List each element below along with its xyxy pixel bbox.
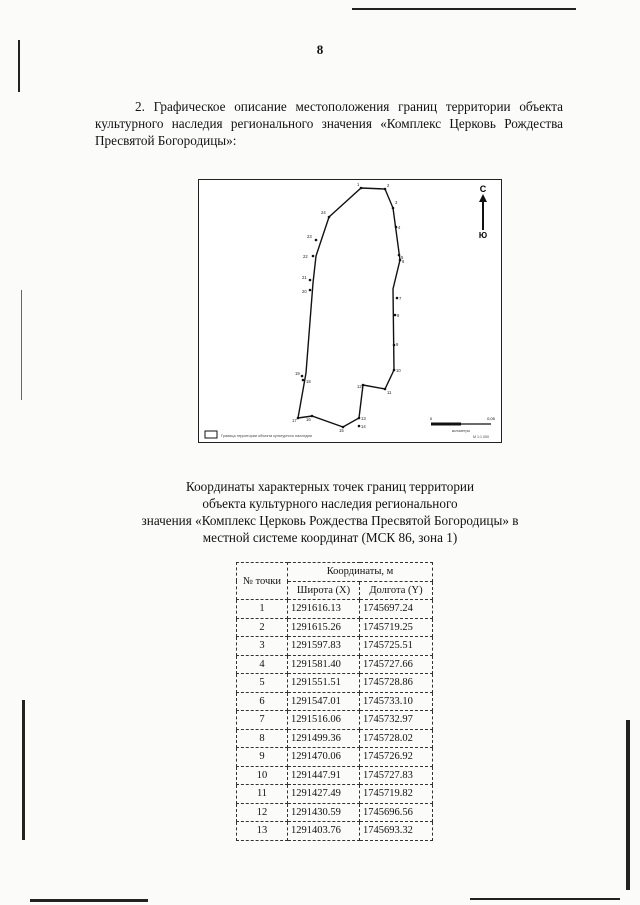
table-row <box>237 748 433 767</box>
point-label: 16 <box>306 417 311 422</box>
scan-artifact-top <box>352 8 576 10</box>
compass-north: С <box>479 184 487 194</box>
cell-latitude: 1291447.91 <box>288 766 360 785</box>
boundary-point <box>360 187 363 190</box>
scale-unit: километры <box>451 429 471 433</box>
point-label: 23 <box>307 234 312 239</box>
table-row <box>237 803 433 822</box>
caption-line-1: Координаты характерных точек границ территории <box>185 479 475 494</box>
point-labels <box>292 182 405 433</box>
north-arrow-head <box>479 194 487 202</box>
cell-point-number: 10 <box>237 766 288 785</box>
cell-longitude: 1745696.56 <box>360 803 433 822</box>
table-row <box>237 711 433 730</box>
cell-longitude: 1745727.83 <box>360 766 433 785</box>
cell-point-number: 1 <box>237 600 288 619</box>
compass-south: Ю <box>478 231 488 240</box>
table-row <box>237 785 433 804</box>
table-row <box>237 637 433 656</box>
scale-ratio: М 1:1 000 <box>473 435 489 439</box>
cell-latitude: 1291551.51 <box>288 674 360 693</box>
boundary-point <box>358 417 361 420</box>
scale-start: 0 <box>429 416 433 421</box>
point-label: 19 <box>295 371 300 376</box>
boundary-point <box>309 289 312 292</box>
map-legend <box>205 431 312 438</box>
table-row <box>237 600 433 619</box>
table-row <box>237 766 433 785</box>
point-label: 24 <box>321 210 326 215</box>
boundary-point <box>312 255 315 258</box>
cell-latitude: 1291615.26 <box>288 618 360 637</box>
boundary-point <box>301 375 304 378</box>
cell-latitude: 1291499.36 <box>288 729 360 748</box>
caption-line-2: объекта культурного наследия регионального <box>202 496 458 511</box>
cell-latitude: 1291597.83 <box>288 637 360 656</box>
boundary-point <box>384 188 387 191</box>
cell-point-number: 9 <box>237 748 288 767</box>
boundary-point <box>396 297 399 300</box>
boundary-point <box>398 254 401 257</box>
table-row <box>237 674 433 693</box>
boundary-point <box>393 344 396 347</box>
scan-artifact-bottom-left <box>30 899 148 902</box>
cell-point-number: 8 <box>237 729 288 748</box>
scan-artifact-bottom-right <box>470 898 620 900</box>
boundary-point <box>394 314 397 317</box>
point-label: 10 <box>396 368 401 373</box>
point-label: 12 <box>357 384 362 389</box>
table-row <box>237 618 433 637</box>
cell-latitude: 1291430.59 <box>288 803 360 822</box>
cell-latitude: 1291470.06 <box>288 748 360 767</box>
point-label: 1 <box>357 182 360 187</box>
cell-point-number: 5 <box>237 674 288 693</box>
header-point-number: № точки <box>237 563 288 600</box>
boundary-map <box>198 179 502 443</box>
boundary-map-svg <box>199 180 500 441</box>
legend-swatch <box>205 431 217 438</box>
table-row <box>237 822 433 841</box>
boundary-point <box>392 207 395 210</box>
cell-longitude: 1745697.24 <box>360 600 433 619</box>
header-latitude: Широта (X) <box>288 581 360 600</box>
point-label: 9 <box>396 342 399 347</box>
scan-artifact-left-bottom <box>22 700 25 840</box>
scale-bar <box>430 416 496 439</box>
caption-line-4: местной системе координат (МСК 86, зона 1) <box>202 530 458 545</box>
cell-latitude: 1291516.06 <box>288 711 360 730</box>
boundary-point <box>311 415 314 418</box>
point-label: 6 <box>402 259 405 264</box>
point-label: 4 <box>398 225 401 230</box>
cell-latitude: 1291427.49 <box>288 785 360 804</box>
intro-paragraph: 2. Графическое описание местоположения границ территории объекта культурного наследия регионального значения «Комплекс Церковь Рождества Пресвятой Богородицы»: <box>95 99 563 148</box>
cell-longitude: 1745693.32 <box>360 822 433 841</box>
point-label: 20 <box>302 289 307 294</box>
cell-longitude: 1745719.25 <box>360 618 433 637</box>
cell-point-number: 7 <box>237 711 288 730</box>
scale-end: 0,05 <box>487 416 495 421</box>
boundary-point <box>309 279 312 282</box>
cell-longitude: 1745725.51 <box>360 637 433 656</box>
point-markers <box>297 187 402 429</box>
cell-longitude: 1745727.66 <box>360 655 433 674</box>
cell-longitude: 1745732.97 <box>360 711 433 730</box>
cell-point-number: 11 <box>237 785 288 804</box>
cell-longitude: 1745719.82 <box>360 785 433 804</box>
cell-longitude: 1745733.10 <box>360 692 433 711</box>
boundary-point <box>384 388 387 391</box>
cell-latitude: 1291616.13 <box>288 600 360 619</box>
point-label: 21 <box>302 275 307 280</box>
table-row <box>237 692 433 711</box>
cell-point-number: 12 <box>237 803 288 822</box>
cell-longitude: 1745728.86 <box>360 674 433 693</box>
north-arrow <box>479 184 487 240</box>
point-label: 11 <box>387 390 392 395</box>
header-longitude: Долгота (Y) <box>360 581 433 600</box>
scale-segment <box>431 423 461 426</box>
scan-artifact-left-mid <box>21 290 22 400</box>
boundary-point <box>315 239 318 242</box>
legend-text: Граница территории объекта культурного наследия <box>221 434 312 438</box>
boundary-point <box>358 425 361 428</box>
boundary-point <box>297 417 300 420</box>
cell-point-number: 3 <box>237 637 288 656</box>
cell-point-number: 6 <box>237 692 288 711</box>
point-label: 15 <box>339 428 344 433</box>
cell-longitude: 1745726.92 <box>360 748 433 767</box>
table-row <box>237 729 433 748</box>
point-label: 18 <box>306 379 311 384</box>
point-label: 7 <box>399 296 402 301</box>
cell-point-number: 4 <box>237 655 288 674</box>
coordinates-table <box>236 562 433 841</box>
point-label: 13 <box>361 416 366 421</box>
table-row <box>237 655 433 674</box>
point-label: 2 <box>387 183 390 188</box>
boundary-polygon <box>298 188 400 427</box>
point-label: 14 <box>361 424 366 429</box>
point-label: 17 <box>292 418 297 423</box>
cell-latitude: 1291547.01 <box>288 692 360 711</box>
boundary-point <box>328 216 331 219</box>
scan-artifact-right <box>626 720 630 890</box>
boundary-point <box>362 384 365 387</box>
point-label: 5 <box>401 255 404 260</box>
table-caption <box>100 478 560 546</box>
page-number: 8 <box>316 42 324 57</box>
header-coordinates: Координаты, м <box>288 563 433 582</box>
cell-longitude: 1745728.02 <box>360 729 433 748</box>
boundary-point <box>302 379 305 382</box>
point-label: 22 <box>303 254 308 259</box>
point-label: 8 <box>397 313 400 318</box>
caption-line-3: значения «Комплекс Церковь Рождества Пресвятой Богородицы» в <box>141 513 519 528</box>
boundary-point <box>393 369 396 372</box>
boundary-point <box>395 226 398 229</box>
cell-point-number: 13 <box>237 822 288 841</box>
cell-latitude: 1291403.76 <box>288 822 360 841</box>
cell-latitude: 1291581.40 <box>288 655 360 674</box>
point-label: 3 <box>395 200 398 205</box>
cell-point-number: 2 <box>237 618 288 637</box>
